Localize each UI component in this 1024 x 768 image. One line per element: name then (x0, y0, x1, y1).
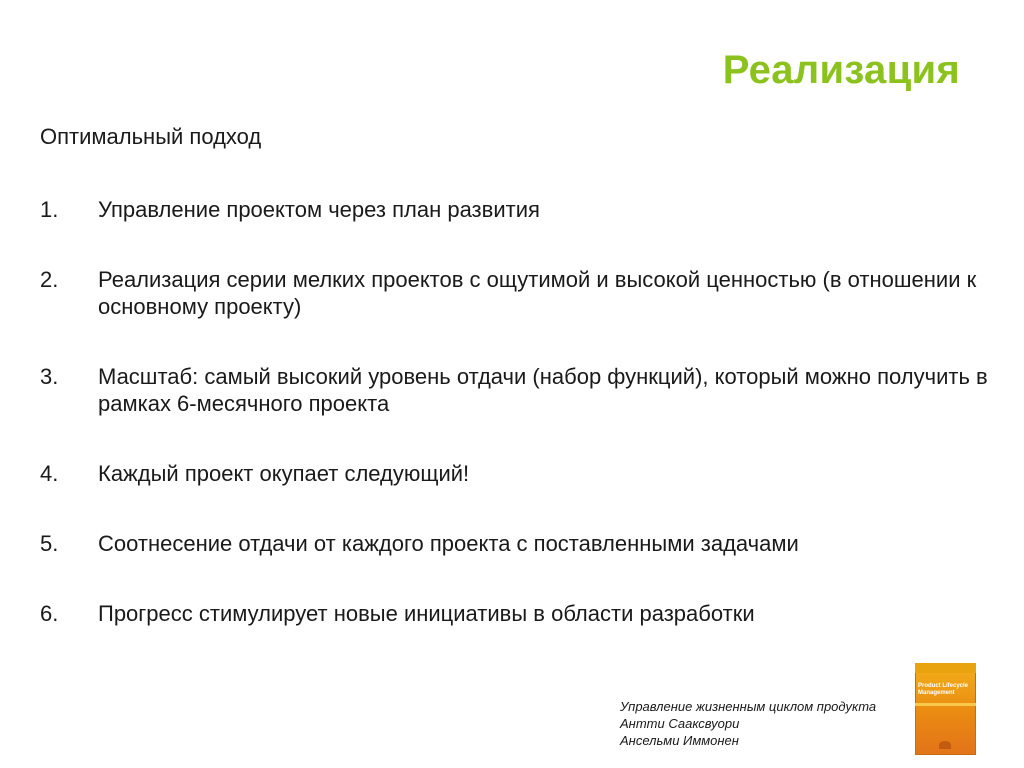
list-item-number: 1. (40, 197, 59, 222)
citation-book-title: Управление жизненным циклом продукта (620, 699, 877, 714)
list-item-text: Прогресс стимулирует новые инициативы в области разработки (98, 601, 755, 626)
numbered-list (40, 196, 990, 670)
list-item-text: Каждый проект окупает следующий! (98, 461, 470, 486)
list-item (40, 363, 990, 417)
book-cover-title: Product Lifecycle Management (918, 683, 969, 696)
list-item-number: 5. (40, 531, 59, 556)
list-item-text: Соотнесение отдачи от каждого проекта с поставленными задачами (98, 531, 799, 556)
list-item (40, 266, 990, 320)
list-item (40, 196, 990, 223)
book-cover-stripe (915, 703, 976, 706)
book-cover-band (915, 663, 976, 673)
list-item-number: 2. (40, 267, 59, 292)
list-item (40, 530, 990, 557)
publisher-logo-icon (939, 741, 951, 749)
list-item (40, 600, 990, 627)
slide-title: Реализация (722, 48, 960, 92)
list-item-number: 6. (40, 601, 59, 626)
list-item-text: Реализация серии мелких проектов с ощутимой и высокой ценностью (в отношении к основному проекту) (98, 267, 977, 319)
list-item-text: Масштаб: самый высокий уровень отдачи (набор функций), который можно получить в рамках 6-месячного проекта (98, 364, 988, 416)
book-citation (620, 698, 876, 749)
list-item (40, 460, 990, 487)
list-item-text: Управление проектом через план развития (98, 197, 540, 222)
citation-author-1: Антти Сааксвуори (620, 716, 740, 731)
list-item-number: 3. (40, 364, 59, 389)
citation-author-2: Ансельми Иммонен (620, 733, 739, 748)
slide-subtitle: Оптимальный подход (40, 124, 262, 149)
list-item-number: 4. (40, 461, 59, 486)
book-cover-image (915, 663, 976, 755)
